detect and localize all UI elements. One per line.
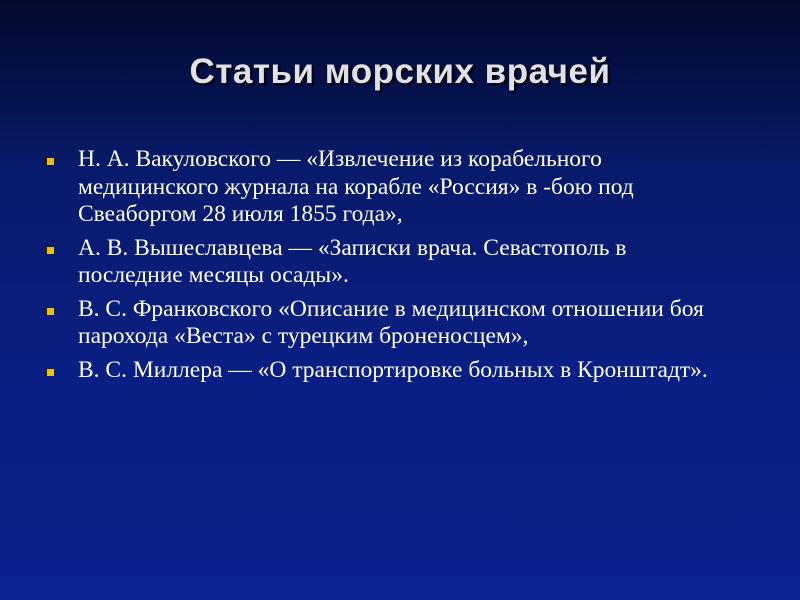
square-bullet-icon [47, 247, 54, 254]
bullet-item [46, 296, 726, 351]
square-bullet-icon [47, 158, 54, 165]
bullet-item [46, 235, 726, 290]
slide-title: Статьи морских врачей [189, 52, 611, 91]
bullet-text: В. С. Миллера — «О транспортировке больных в Кронштадт». [78, 356, 708, 383]
bullet-list [46, 146, 726, 390]
bullet-text: А. В. Вышеславцева — «Записки врача. Севастополь в последние месяцы осады». [78, 234, 627, 288]
bullet-text: В. С. Франковского «Описание в медицинском отношении боя парохода «Веста» с турецким броненосцем», [78, 295, 704, 349]
bullet-text: Н. А. Вакуловского — «Извлечение из корабельного медицинского журнала на корабле «Россия» в -бою под Свеаборгом 28 июля 1855 года», [78, 146, 634, 227]
square-bullet-icon [47, 369, 54, 376]
bullet-item [46, 357, 726, 385]
bullet-item [46, 146, 726, 229]
square-bullet-icon [47, 308, 54, 315]
